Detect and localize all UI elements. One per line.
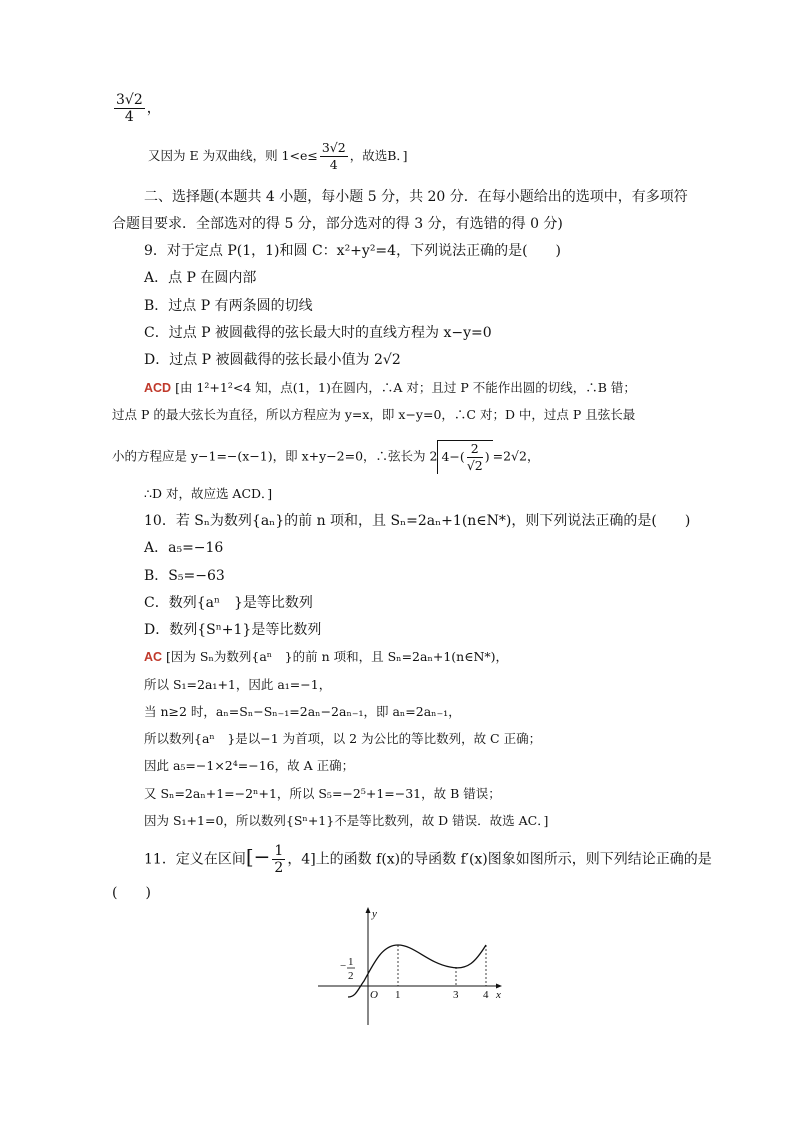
derivative-curve bbox=[348, 945, 486, 997]
y-arrow-icon bbox=[366, 907, 371, 913]
section-line-2: 合题目要求．全部选对的得 5 分，部分选对的得 3 分，有选错的得 0 分) bbox=[112, 216, 563, 232]
q10-option-b: B．S₅=−63 bbox=[144, 568, 225, 584]
x-label: x bbox=[496, 989, 501, 1001]
q9-inner-fraction: $\frac{2}{√2}$ bbox=[466, 441, 483, 473]
q11-interval-fraction: $\frac{1}{2}$ bbox=[274, 843, 284, 876]
q10-option-a: A．a₅=−16 bbox=[144, 540, 224, 556]
top-fraction: $\frac{3√2}{4}$ bbox=[116, 92, 143, 125]
derivative-graph bbox=[318, 905, 518, 1030]
q11-paren: ( ) bbox=[112, 885, 151, 901]
q10-stem: 10．若 Sₙ为数列{aₙ}的前 n 项和，且 Sₙ=2aₙ+1(n∈N*)，则下列说法正确的是( ) bbox=[144, 513, 691, 529]
q10-option-c: C．数列{aⁿ }是等比数列 bbox=[144, 595, 313, 611]
origin-label: O bbox=[370, 989, 378, 1001]
q11-stem: 11．定义在区间[− $\frac{1}{2}$ ，4]上的函数 f(x)的导函数 f′(x)图象如图所示，则下列结论正确的是 bbox=[144, 843, 712, 876]
q10-solution-1: AC [因为 Sₙ为数列{aⁿ }的前 n 项和，且 Sₙ=2aₙ+1(n∈N*)， bbox=[144, 649, 509, 664]
y-label: y bbox=[372, 908, 377, 920]
q10-solution-3: 当 n≥2 时，aₙ=Sₙ−Sₙ₋₁=2aₙ−2aₙ₋₁，即 aₙ=2aₙ₋₁， bbox=[144, 704, 461, 719]
section-line-1: 二、选择题(本题共 4 小题，每小题 5 分，共 20 分．在每小题给出的选项中，有多项符 bbox=[144, 189, 688, 205]
q9-option-a: A．点 P 在圆内部 bbox=[144, 270, 257, 286]
q10-solution-5: 因此 a₅=−1×2⁴=−16，故 A 正确； bbox=[144, 758, 355, 773]
q9-solution-1: ACD [由 1²+1²<4 知，点(1，1)在圆内，∴A 对；且过 P 不能作出圆的切线，∴B 错； bbox=[144, 380, 636, 395]
q10-solution-4: 所以数列{aⁿ }是以−1 为首项，以 2 为公比的等比数列，故 C 正确； bbox=[144, 731, 542, 746]
q10-answer: AC bbox=[144, 650, 163, 664]
q9-solution-3: 小的方程应是 y−1=−(x−1)，即 x+y−2=0，∴弦长为 2 4−( $\frac{2}{√2}$ ) =2√2， bbox=[112, 441, 540, 473]
q10-solution-7: 因为 S₁+1=0，所以数列{Sⁿ+1}不是等比数列，故 D 错误．故选 AC．] bbox=[144, 813, 549, 828]
q9-answer: ACD bbox=[144, 381, 172, 395]
tick-4: 4 bbox=[483, 989, 489, 1001]
minus-sign: − bbox=[340, 960, 347, 972]
q10-option-d: D．数列{Sⁿ+1}是等比数列 bbox=[144, 622, 322, 638]
q10-solution-2: 所以 S₁=2a₁+1，因此 a₁=−1， bbox=[144, 677, 332, 692]
x-arrow-icon bbox=[496, 984, 502, 989]
top-fraction-line: $\frac{3√2}{4}$ ， bbox=[116, 92, 161, 125]
q9-stem: 9．对于定点 P(1，1)和圆 C：x²+y²=4，下列说法正确的是( ) bbox=[144, 243, 561, 259]
q9-option-b: B．过点 P 有两条圆的切线 bbox=[144, 298, 313, 314]
prev-conclusion: 又因为 E 为双曲线，则 1<e≤ $\frac{3√2}{4}$ ，故选B．] bbox=[148, 140, 408, 172]
q9-solution-2: 过点 P 的最大弦长为直径，所以方程应为 y=x，即 x−y=0，∴C 对；D 中，过点 P 且弦长最 bbox=[112, 407, 636, 422]
tick-1: 1 bbox=[395, 989, 401, 1001]
q10-solution-6: 又 Sₙ=2aₙ+1=−2ⁿ+1，所以 S₅=−2⁵+1=−31，故 B 错误； bbox=[144, 786, 501, 801]
half-den: 2 bbox=[348, 970, 354, 982]
q9-option-d: D．过点 P 被圆截得的弦长最小值为 2√2 bbox=[144, 352, 401, 368]
sqrt-box: 4−( $\frac{2}{√2}$ ) bbox=[437, 440, 492, 474]
half-num: 1 bbox=[348, 956, 354, 968]
q9-solution-4: ∴D 对，故应选 ACD．] bbox=[144, 486, 273, 501]
tick-3: 3 bbox=[453, 989, 459, 1001]
q9-option-c: C．过点 P 被圆截得的弦长最大时的直线方程为 x−y=0 bbox=[144, 325, 492, 341]
prev-fraction: $\frac{3√2}{4}$ bbox=[321, 140, 346, 172]
